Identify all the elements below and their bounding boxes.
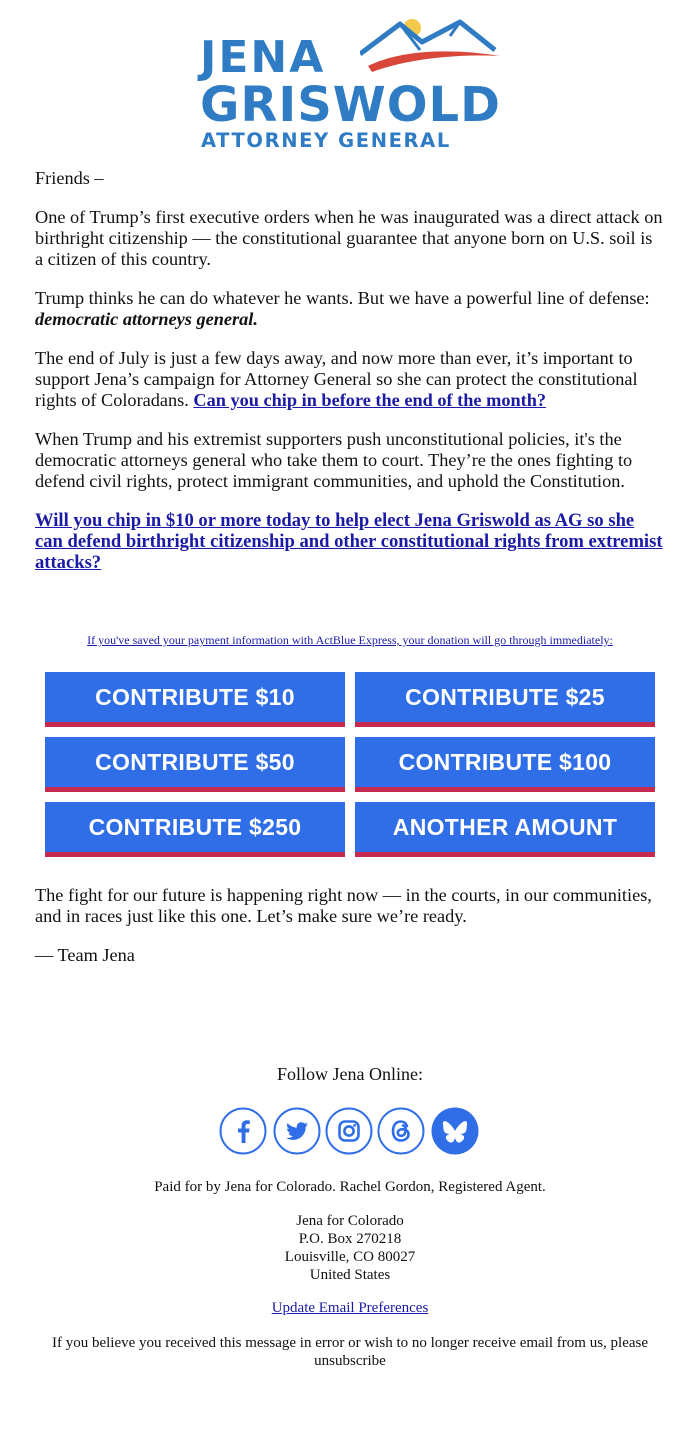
- donate-ask-link[interactable]: Will you chip in $10 or more today to help elect Jena Griswold as AG so she can defend birthright citizenship and other constitutional rights from extremist attacks?: [35, 510, 663, 573]
- logo-office-title: ATTORNEY GENERAL: [201, 129, 451, 152]
- bluesky-icon[interactable]: [431, 1107, 479, 1155]
- paragraph-2: [35, 288, 665, 330]
- address-line: Jena for Colorado: [296, 1213, 404, 1229]
- contribute-10-button[interactable]: CONTRIBUTE $10: [45, 672, 345, 727]
- logo-mountains: [360, 22, 495, 54]
- greeting: Friends –: [35, 168, 104, 188]
- paragraph-3: [35, 348, 665, 411]
- unsubscribe-text[interactable]: If you believe you received this message in error or wish to no longer receive email from us, please unsubscribe: [51, 1335, 649, 1369]
- address-line: P.O. Box 270218: [298, 1231, 402, 1247]
- contribute-250-button[interactable]: CONTRIBUTE $250: [45, 802, 345, 857]
- paragraph-2-emphasis: democratic attorneys general.: [35, 309, 258, 329]
- address-line: Louisville, CO 80027: [284, 1249, 416, 1265]
- contribute-50-button[interactable]: CONTRIBUTE $50: [45, 737, 345, 792]
- actblue-express-link[interactable]: If you've saved your payment information with ActBlue Express, your donation will go through immediately:: [87, 633, 613, 647]
- signoff: — Team Jena: [35, 945, 135, 965]
- address-line: United States: [309, 1267, 391, 1283]
- paragraph-2-text: Trump thinks he can do whatever he wants. But we have a powerful line of defense:: [35, 288, 650, 308]
- campaign-logo: [195, 16, 515, 156]
- closing-section: [35, 885, 665, 984]
- paragraph-3-text: The end of July is just a few days away, and now more than ever, it’s important to support Jena’s campaign for Attorney General so she can protect the constitutional rights of Coloradans.: [35, 348, 638, 410]
- logo-last-name: GRISWOLD: [200, 77, 501, 133]
- preferences-section: [0, 1300, 700, 1317]
- contribute-100-button[interactable]: CONTRIBUTE $100: [355, 737, 655, 792]
- another-amount-button[interactable]: ANOTHER AMOUNT: [355, 802, 655, 857]
- follow-heading: Follow Jena Online:: [277, 1064, 423, 1084]
- contribute-25-button[interactable]: CONTRIBUTE $25: [355, 672, 655, 727]
- social-links: [219, 1107, 481, 1159]
- threads-icon[interactable]: [377, 1107, 425, 1155]
- paragraph-1: One of Trump’s first executive orders when he was inaugurated was a direct attack on birthright citizenship — the constitutional guarantee that anyone born on U.S. soil is a citizen of this country.: [35, 207, 663, 269]
- update-email-preferences-link[interactable]: Update Email Preferences: [271, 1300, 429, 1316]
- email-body: [35, 168, 665, 591]
- closing-paragraph: The fight for our future is happening right now — in the courts, in our communities, and in races just like this one. Let’s make sure we’re ready.: [35, 885, 652, 926]
- ask-paragraph: [35, 510, 665, 573]
- logo-first-name: JENA: [200, 32, 326, 83]
- paid-for-disclaimer: Paid for by Jena for Colorado. Rachel Gordon, Registered Agent.: [154, 1179, 546, 1195]
- express-note: [0, 633, 700, 648]
- logo-swoosh: [368, 51, 500, 72]
- chip-in-link[interactable]: Can you chip in before the end of the month?: [193, 390, 547, 410]
- mailing-address: [0, 1212, 700, 1284]
- facebook-icon[interactable]: [219, 1107, 267, 1155]
- twitter-icon[interactable]: [273, 1107, 321, 1155]
- instagram-icon[interactable]: [325, 1107, 373, 1155]
- paragraph-4: When Trump and his extremist supporters push unconstitutional policies, it's the democratic attorneys general who take them to court. They’re the ones fighting to defend civil rights, protect immigrant communities, and uphold the Constitution.: [35, 429, 633, 491]
